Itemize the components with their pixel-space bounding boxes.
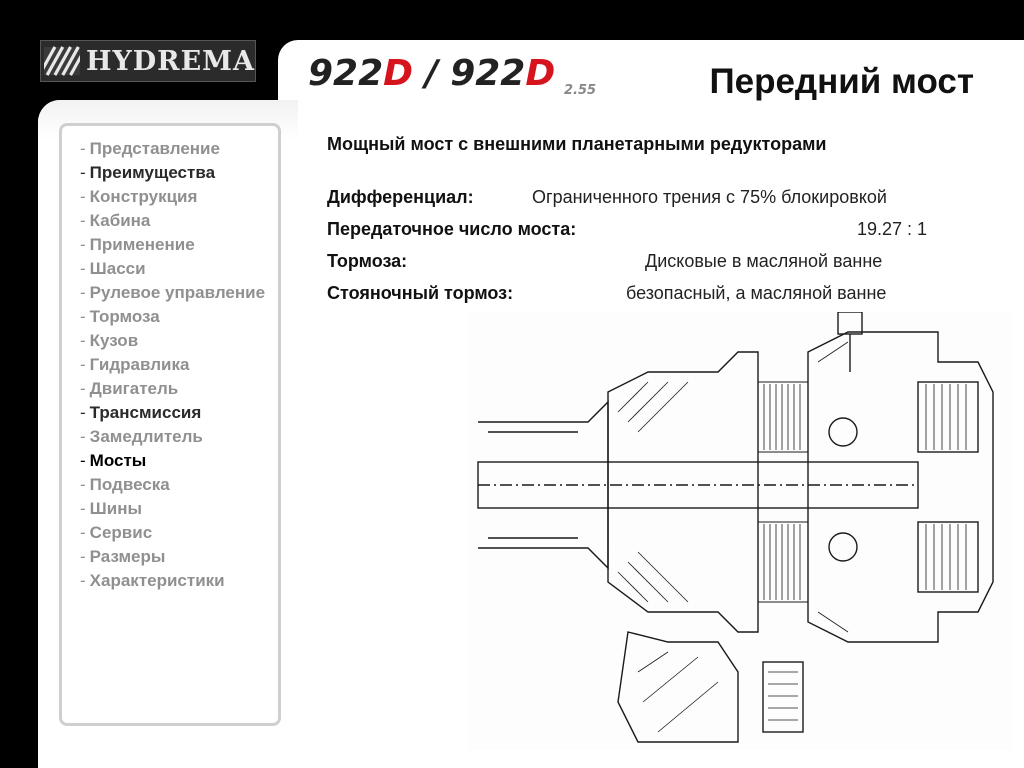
nav-item-label: Тормоза <box>89 307 160 326</box>
model-slash: / <box>425 53 439 94</box>
nav-item-label: Характеристики <box>89 571 225 590</box>
nav-item-label: Трансмиссия <box>89 403 202 422</box>
spec-row-brakes <box>327 251 407 272</box>
nav-dash: - <box>80 211 86 230</box>
nav-item-label: Сервис <box>89 523 153 542</box>
nav-dash: - <box>80 547 86 566</box>
nav-dash: - <box>80 427 86 446</box>
nav-item[interactable] <box>80 233 270 257</box>
nav-item-label: Кабина <box>89 211 151 230</box>
nav-item[interactable] <box>80 209 270 233</box>
nav-item[interactable] <box>80 473 270 497</box>
nav-item[interactable] <box>80 569 270 593</box>
logo-stripes-icon <box>44 43 80 79</box>
spec-value: Ограниченного трения с 75% блокировкой <box>532 187 887 207</box>
nav-item[interactable] <box>80 185 270 209</box>
nav-dash: - <box>80 187 86 206</box>
nav-item[interactable] <box>80 305 270 329</box>
model-letter-2: D <box>525 53 556 94</box>
nav-dash: - <box>80 307 86 326</box>
nav-item[interactable] <box>80 425 270 449</box>
spec-value: Дисковые в масляной ванне <box>645 251 883 271</box>
nav-item-label: Замедлитель <box>89 427 203 446</box>
nav-item[interactable] <box>80 161 270 185</box>
nav-dash: - <box>80 355 86 374</box>
axle-cross-section-drawing <box>468 312 1012 750</box>
spec-row-differential <box>327 187 474 208</box>
nav-item[interactable] <box>80 545 270 569</box>
nav-item-label: Гидравлика <box>89 355 190 374</box>
nav-item-label: Подвеска <box>89 475 170 494</box>
nav-dash: - <box>80 523 86 542</box>
nav-dash: - <box>80 475 86 494</box>
spec-label: Стояночный тормоз: <box>327 283 514 303</box>
hydrema-logo <box>40 40 256 82</box>
nav-dash: - <box>80 283 86 302</box>
nav-item[interactable] <box>80 281 270 305</box>
nav-item-label: Применение <box>89 235 195 254</box>
nav-item-label: Рулевое управление <box>89 283 266 302</box>
spec-label: Тормоза: <box>327 251 408 271</box>
model-sub: 2.55 <box>564 83 597 98</box>
nav-list <box>62 126 278 593</box>
nav-dash: - <box>80 571 86 590</box>
spec-value: безопасный, а масляной ванне <box>626 283 887 303</box>
model-badge <box>308 53 597 99</box>
nav-item[interactable] <box>80 137 270 161</box>
spec-row-ratio <box>327 219 576 240</box>
spec-label: Передаточное число моста: <box>327 219 577 239</box>
sidebar-nav <box>59 123 281 726</box>
section-subtitle: Мощный мост с внешними планетарными редукторами <box>327 134 827 154</box>
nav-dash: - <box>80 451 86 470</box>
nav-item-label: Шины <box>89 499 142 518</box>
nav-item-label: Конструкция <box>89 187 198 206</box>
model-letter-1: D <box>383 53 414 94</box>
logo-text: HYDREMA <box>85 45 255 77</box>
nav-item[interactable] <box>80 521 270 545</box>
nav-item[interactable] <box>80 497 270 521</box>
nav-dash: - <box>80 163 86 182</box>
nav-item-label: Представление <box>89 139 220 158</box>
nav-dash: - <box>80 235 86 254</box>
nav-dash: - <box>80 331 86 350</box>
nav-dash: - <box>80 259 86 278</box>
nav-item-label: Двигатель <box>89 379 179 398</box>
nav-item-label: Шасси <box>89 259 146 278</box>
nav-item[interactable] <box>80 377 270 401</box>
nav-item-label: Кузов <box>89 331 139 350</box>
spec-label: Дифференциал: <box>327 187 474 207</box>
nav-item-label: Размеры <box>89 547 166 566</box>
nav-dash: - <box>80 499 86 518</box>
nav-dash: - <box>80 379 86 398</box>
page-title: Передний мост <box>709 62 974 101</box>
spec-row-parking-brake <box>327 283 513 304</box>
model-number-2: 922 <box>450 53 526 94</box>
spec-value: 19.27 : 1 <box>857 219 928 239</box>
nav-item[interactable] <box>80 329 270 353</box>
nav-item[interactable] <box>80 401 270 425</box>
nav-item-label: Мосты <box>89 451 147 470</box>
nav-dash: - <box>80 403 86 422</box>
model-number-1: 922 <box>308 53 384 94</box>
nav-item[interactable] <box>80 449 270 473</box>
nav-item[interactable] <box>80 257 270 281</box>
nav-item[interactable] <box>80 353 270 377</box>
nav-dash: - <box>80 139 86 158</box>
nav-item-label: Преимущества <box>89 163 216 182</box>
